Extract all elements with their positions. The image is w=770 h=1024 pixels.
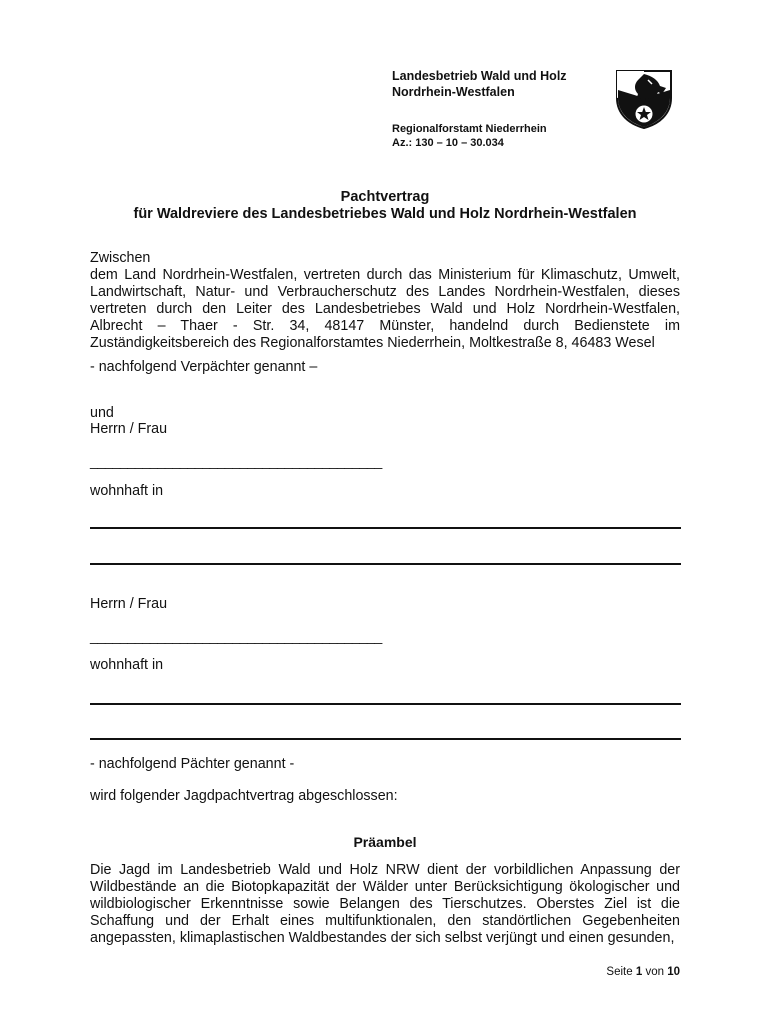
document-subtitle: für Waldreviere des Landesbetriebes Wald und Holz Nordrhein-Westfalen	[133, 206, 637, 222]
tenant2-salutation: Herrn / Frau	[90, 596, 168, 612]
tenant2-name-line[interactable]: _______________________________________	[90, 628, 382, 644]
tenant1-resides-label: wohnhaft in	[90, 483, 164, 499]
tenant2-address-line1[interactable]	[90, 703, 681, 705]
page-total: 10	[667, 966, 680, 978]
tenant1-name-line[interactable]: _______________________________________	[90, 453, 382, 469]
and-label: und	[90, 405, 114, 421]
lessor-note: - nachfolgend Verpächter genannt –	[90, 359, 318, 375]
preamble-paragraph: Die Jagd im Landesbetrieb Wald und Holz NRW dient der vorbildlichen Anpassung der Wildbestände an die Biotopkapazität der Wälder unter Berücksichtigung ökologischer und wildbiologischer Erkenntnisse sowie Belangen des Tierschutzes. Oberstes Ziel ist die Schaffung und der Erhalt eines multifunktionalen, den standörtlichen Gegebenheiten angepassten, klimaplastischen Waldbestandes der sich selbst verjüngt und einen gesunden,	[90, 862, 680, 946]
between-label: Zwischen	[90, 250, 151, 266]
nrw-coat-of-arms-icon	[614, 68, 674, 130]
tenant2-resides-label: wohnhaft in	[90, 657, 164, 673]
page-label: Seite	[606, 966, 633, 978]
page-current: 1	[635, 966, 643, 978]
preamble-heading: Präambel	[353, 834, 417, 850]
reference-number: Az.: 130 – 10 – 30.034	[392, 137, 504, 149]
lessor-paragraph: dem Land Nordrhein-Westfalen, vertreten durch das Ministerium für Klimaschutz, Umwelt, Landwirtschaft, Natur- und Verbraucherschutz des Landes Nordrhein-Westfalen, dieses vertreten durch den Leiter des Landesbetriebes Wald und Holz Nordrhein-Westfalen, Albrecht – Thaer - Str. 34, 48147 Münster, handelnd durch Bedienstete im Zuständigkeitsbereich des Regionalforstamtes Niederrhein, Moltkestraße 8, 46483 Wesel	[90, 267, 680, 351]
regional-office: Regionalforstamt Niederrhein	[392, 123, 547, 135]
tenant-note: - nachfolgend Pächter genannt -	[90, 756, 295, 772]
org-name-line1: Landesbetrieb Wald und Holz	[392, 69, 567, 83]
agreement-statement: wird folgender Jagdpachtvertrag abgeschlossen:	[90, 788, 398, 804]
document-title: Pachtvertrag	[340, 189, 430, 205]
page-number	[606, 966, 680, 978]
tenant2-address-line2[interactable]	[90, 738, 681, 740]
tenant1-address-line2[interactable]	[90, 563, 681, 565]
tenant1-salutation: Herrn / Frau	[90, 421, 168, 437]
page-of: von	[645, 966, 664, 978]
org-name-line2: Nordrhein-Westfalen	[392, 85, 515, 99]
tenant1-address-line1[interactable]	[90, 527, 681, 529]
